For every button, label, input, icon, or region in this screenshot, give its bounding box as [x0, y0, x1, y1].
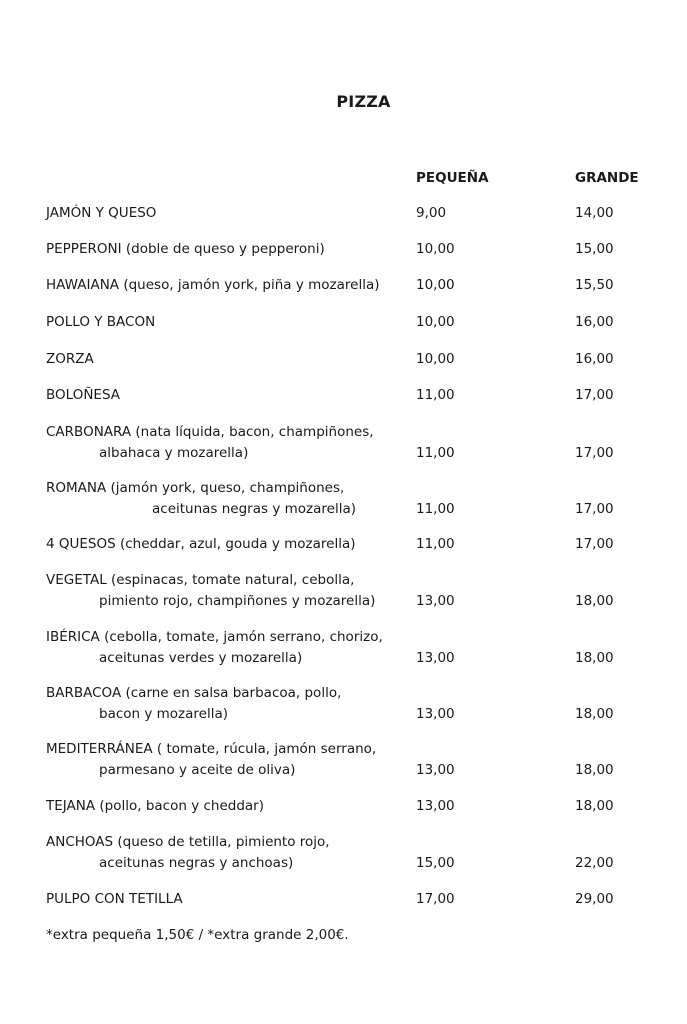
price-large: 16,00	[575, 351, 614, 367]
item-name	[46, 739, 376, 781]
price-small: 13,00	[416, 593, 455, 609]
item-name-line2: parmesano y aceite de oliva)	[99, 762, 296, 778]
item-name-line1: HAWAIANA (queso, jamón york, piña y mozarella)	[46, 277, 380, 293]
price-small: 13,00	[416, 706, 455, 722]
price-large: 15,00	[575, 241, 614, 257]
price-small: 10,00	[416, 351, 455, 367]
item-name	[46, 478, 356, 520]
price-large: 18,00	[575, 593, 614, 609]
item-name-line2: aceitunas verdes y mozarella)	[99, 650, 303, 666]
item-name	[46, 534, 356, 555]
price-small: 10,00	[416, 277, 455, 293]
price-small: 13,00	[416, 798, 455, 814]
item-name	[46, 570, 375, 612]
item-name	[46, 683, 341, 725]
price-large: 17,00	[575, 445, 614, 461]
page-title: PIZZA	[336, 92, 391, 111]
price-large: 18,00	[575, 798, 614, 814]
price-small: 11,00	[416, 445, 455, 461]
item-name-line2: albahaca y mozarella)	[99, 445, 249, 461]
price-large: 17,00	[575, 536, 614, 552]
item-name-line1: TEJANA (pollo, bacon y cheddar)	[46, 798, 264, 814]
price-small: 10,00	[416, 314, 455, 330]
item-name	[46, 203, 156, 224]
item-name-line2: aceitunas negras y mozarella)	[152, 501, 356, 517]
column-header-small: PEQUEÑA	[416, 170, 489, 186]
item-name-line1: ANCHOAS (queso de tetilla, pimiento rojo,	[46, 834, 330, 850]
price-large: 15,50	[575, 277, 614, 293]
item-name-line1: 4 QUESOS (cheddar, azul, gouda y mozarella)	[46, 536, 356, 552]
item-name-line2: bacon y mozarella)	[99, 706, 229, 722]
price-small: 11,00	[416, 387, 455, 403]
item-name-line2: pimiento rojo, champiñones y mozarella)	[99, 593, 376, 609]
item-name	[46, 349, 94, 370]
price-large: 22,00	[575, 855, 614, 871]
price-small: 13,00	[416, 762, 455, 778]
price-large: 18,00	[575, 706, 614, 722]
price-large: 18,00	[575, 650, 614, 666]
price-small: 10,00	[416, 241, 455, 257]
item-name-line1: PEPPERONI (doble de queso y pepperoni)	[46, 241, 325, 257]
item-name-line1: BOLOÑESA	[46, 387, 120, 403]
item-name	[46, 422, 374, 464]
item-name	[46, 796, 264, 817]
price-large: 14,00	[575, 205, 614, 221]
item-name	[46, 627, 383, 669]
item-name	[46, 385, 120, 406]
item-name	[46, 312, 155, 333]
extras-note: *extra pequeña 1,50€ / *extra grande 2,00€.	[46, 927, 349, 943]
price-small: 13,00	[416, 650, 455, 666]
item-name-line1: IBÉRICA (cebolla, tomate, jamón serrano, chorizo,	[46, 629, 383, 645]
item-name-line1: MEDITERRÁNEA ( tomate, rúcula, jamón serrano,	[46, 741, 377, 757]
item-name-line2: aceitunas negras y anchoas)	[99, 855, 294, 871]
price-small: 11,00	[416, 536, 455, 552]
item-name-line1: VEGETAL (espinacas, tomate natural, cebolla,	[46, 572, 355, 588]
price-large: 29,00	[575, 891, 614, 907]
item-name	[46, 275, 379, 296]
price-small: 11,00	[416, 501, 455, 517]
price-small: 17,00	[416, 891, 455, 907]
item-name-line1: ZORZA	[46, 351, 94, 367]
item-name	[46, 239, 325, 260]
item-name-line1: BARBACOA (carne en salsa barbacoa, pollo,	[46, 685, 342, 701]
item-name-line1: CARBONARA (nata líquida, bacon, champiñones,	[46, 424, 374, 440]
price-large: 17,00	[575, 501, 614, 517]
price-large: 16,00	[575, 314, 614, 330]
item-name-line1: JAMÓN Y QUESO	[46, 205, 157, 221]
column-header-large: GRANDE	[575, 170, 639, 186]
price-large: 18,00	[575, 762, 614, 778]
item-name-line1: PULPO CON TETILLA	[46, 891, 183, 907]
item-name-line1: ROMANA (jamón york, queso, champiñones,	[46, 480, 345, 496]
price-small: 9,00	[416, 205, 447, 221]
item-name	[46, 889, 183, 910]
price-large: 17,00	[575, 387, 614, 403]
item-name	[46, 832, 330, 874]
price-small: 15,00	[416, 855, 455, 871]
item-name-line1: POLLO Y BACON	[46, 314, 156, 330]
